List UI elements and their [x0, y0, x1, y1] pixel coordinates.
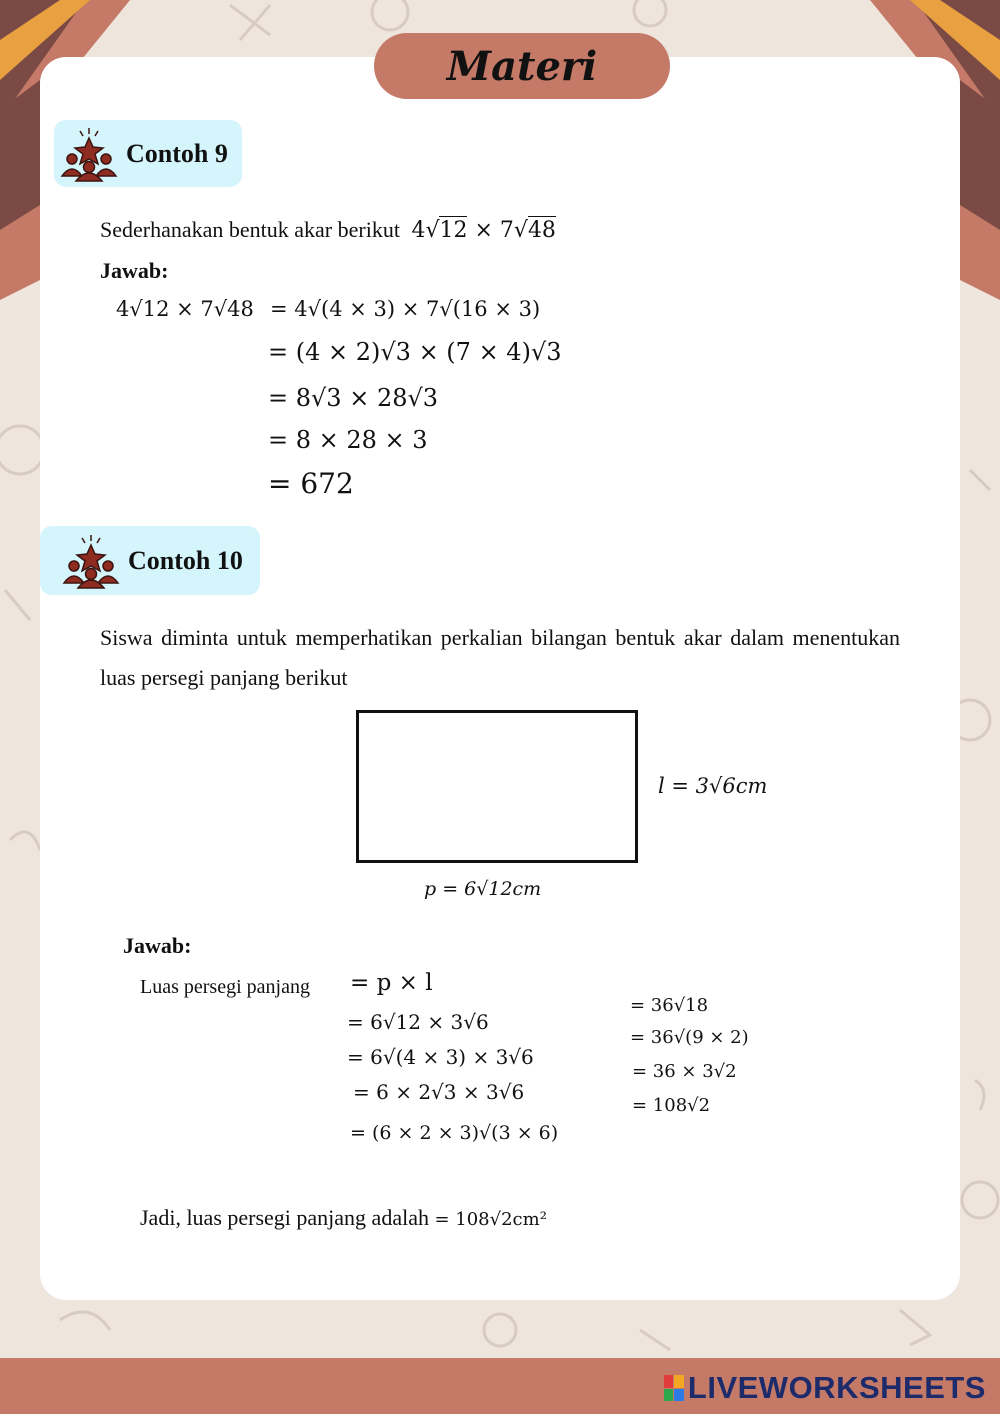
area-step-4: = 6 × 2√3 × 3√6: [353, 1080, 525, 1104]
example-9-step-3: = 8√3 × 28√3: [268, 384, 439, 412]
liveworksheets-logo-icon: [664, 1375, 684, 1401]
team-star-icon: [60, 126, 118, 182]
brand-text: LIVEWORKSHEETS: [687, 1370, 986, 1405]
example-9-step-1-lhs: 4√12 × 7√48: [116, 297, 254, 321]
area-step-3: = 6√(4 × 3) × 3√6: [347, 1045, 534, 1069]
conclusion-value: = 108√2cm²: [434, 1209, 547, 1230]
question-expression: 4√12 × 7√48: [411, 218, 556, 243]
conclusion: [140, 1205, 547, 1231]
area-step-8: = 36 × 3√2: [632, 1061, 737, 1082]
team-star-icon: [62, 533, 120, 589]
example-10-answer-label: Jawab:: [123, 933, 192, 958]
rectangle-figure: [356, 710, 638, 863]
width-label: l = 3√6cm: [658, 774, 768, 798]
area-step-7: = 36√(9 × 2): [630, 1027, 749, 1048]
area-step-6: = 36√18: [630, 995, 709, 1016]
example-10-label: Contoh 10: [128, 545, 243, 575]
example-9-step-4: = 8 × 28 × 3: [268, 426, 428, 454]
example-9-step-5: = 672: [268, 467, 354, 500]
liveworksheets-brand[interactable]: [664, 1370, 986, 1406]
length-label: p = 6√12cm: [424, 878, 542, 900]
area-step-2: = 6√12 × 3√6: [347, 1010, 489, 1034]
area-step-5: = (6 × 2 × 3)√(3 × 6): [350, 1122, 559, 1144]
area-step-1: = p × l: [350, 970, 433, 996]
example-9-badge: [54, 120, 242, 187]
example-9-question: [100, 217, 556, 244]
question-text: Sederhanakan bentuk akar berikut: [100, 217, 400, 242]
example-10-paragraph: Siswa diminta untuk memperhatikan perkalian bilangan bentuk akar dalam menentukan luas persegi panjang berikut: [100, 625, 900, 690]
example-9-step-1-rhs: = 4√(4 × 3) × 7√(16 × 3): [270, 297, 541, 321]
page-title: Materi: [446, 42, 598, 90]
example-9-answer-label: Jawab:: [100, 258, 169, 283]
conclusion-text: Jadi, luas persegi panjang adalah: [140, 1205, 429, 1230]
area-label: Luas persegi panjang: [140, 976, 310, 998]
area-step-9: = 108√2: [632, 1095, 711, 1116]
example-10-badge: [40, 526, 260, 595]
title-banner: [374, 33, 670, 99]
example-9-step-2: = (4 × 2)√3 × (7 × 4)√3: [268, 338, 562, 366]
example-9-label: Contoh 9: [126, 138, 228, 168]
